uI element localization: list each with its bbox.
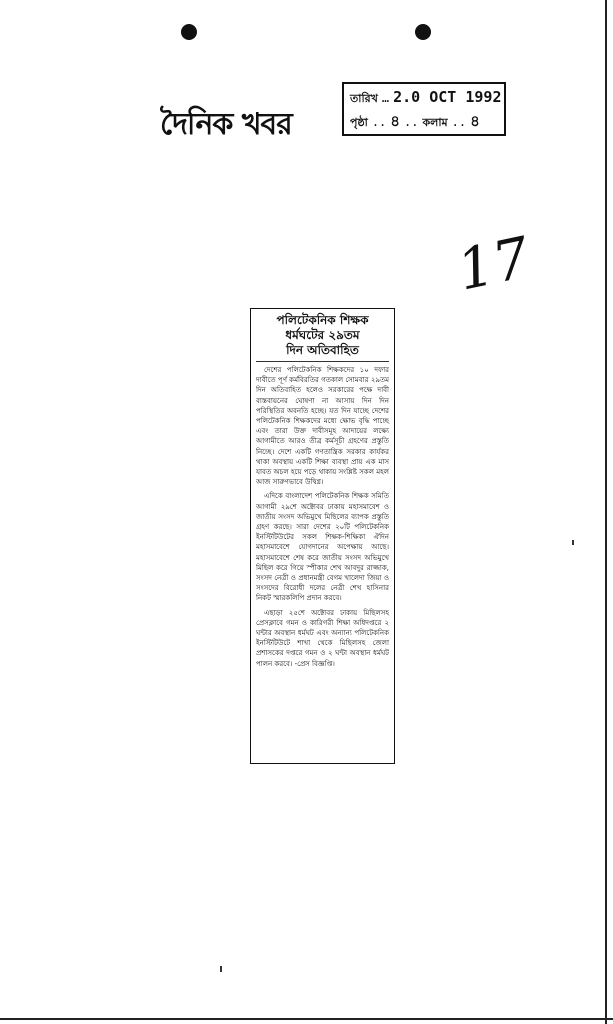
article-paragraph: এদিকে বাংলাদেশ পলিটেকনিক শিক্ষক সমিতি আগামী ২৯শে অক্টোবর ঢাকায় মহাসমাবেশ ও জাতীয় সংসদ অভিমুখে মিছিলের ব্যাপক প্রস্তুতি গ্রহণ করছে। সারা দেশের ২০টি পলিটেকনিক ইনস্টিটিউটের সকল শিক্ষক-শিক্ষিকা ঐদিন মহাসমাবেশে যোগদানের অপেক্ষায় আছে। মহাসমাবেশে শেষ করে জাতীয় সংসদ অভিমুখে মিছিল করে গিয়ে স্পীকার শেখ আবদুর রাজ্জাক, সংসদ নেত্রী ও প্রধানমন্ত্রী বেগম খালেদা জিয়া ও সংসদের বিরোধী দলের নেত্রী শেখ হাসিনার নিকট স্মারকলিপি প্রদান করবে। (256, 492, 389, 603)
article-paragraph: দেশের পলিটেকনিক শিক্ষকদের ১০ দফার দাবীতে পূর্ণ কর্মবিরতির গতকাল সোমবার ২৯তম দিন অতিবাহিত হলেও সরকারের পক্ষে দাবী বাস্তবায়নের ঘোষণা না আসায় দিন দিন পরিস্থিতির অবনতি হচ্ছে। যত দিন যাচ্ছে দেশের পলিটেকনিক শিক্ষকদের মধ্যে ক্ষোভ বৃদ্ধি পাচ্ছে এবং তারা উক্ত দাবীসমূহ আদায়ের লক্ষ্যে আগামীতে আরও তীব্র কর্মসূচী গ্রহণের প্রস্তুতি নিচ্ছে। দেশে একটি গণতান্ত্রিক সরকার কার্যকর থাকা অবস্থায় একটি শিক্ষা ব্যবস্থা প্রায় এক মাস যাবত অচল হয়ে পড়ে থাকায় সংশ্লিষ্ট সকল মহল আজ সারুণভাবে উদ্বিগ্ন। (256, 366, 389, 487)
punch-hole-left (181, 24, 197, 40)
stamp-page-label: পৃষ্ঠা (350, 116, 368, 129)
article-headline (256, 313, 389, 362)
headline-line: ধর্মঘটের ২৯তম (285, 328, 360, 342)
scan-speck (572, 540, 574, 545)
stamp-page-value: ৪ (390, 112, 401, 130)
punch-hole-right (415, 24, 431, 40)
stamp-column-label: কলাম (422, 116, 448, 129)
date-stamp: তারিখ … 2.0 OCT 1992 পৃষ্ঠা .. ৪ .. কলাম .. ৪ (342, 82, 506, 136)
handwritten-folio-number: 17 (452, 225, 536, 304)
stamp-column-value: ৪ (470, 112, 480, 130)
stamp-date-value: 2.0 OCT 1992 (393, 88, 502, 106)
scan-edge-right (605, 0, 607, 1024)
headline-line: পলিটেকনিক শিক্ষক (276, 313, 369, 327)
headline-line: দিন অতিবাহিত (286, 343, 359, 357)
scan-edge-bottom (0, 1018, 613, 1020)
stamp-date-label: তারিখ (350, 92, 378, 105)
newspaper-masthead: দৈনিক খবর (160, 107, 292, 142)
newspaper-clipping (250, 308, 395, 764)
article-paragraph: এছাড়া ২৫শে অক্টোবর ঢাকায় মিছিলসহ প্রেসক্লাবে গমন ও কারিগরী শিক্ষা অধিদপ্তরে ২ ঘন্টার অবস্থান ধর্মঘট এবং অন্যান্য পলিটেকনিক ইনস্টিটিউটে শাখা থেকে মিছিলসহ জেলা প্রশাসকের দপ্তরে গমন ও ২ ঘন্টা অবস্থান ধর্মঘট পালন করবে। -প্রেস বিজ্ঞপ্তি। (256, 608, 389, 668)
scan-speck (220, 966, 222, 972)
